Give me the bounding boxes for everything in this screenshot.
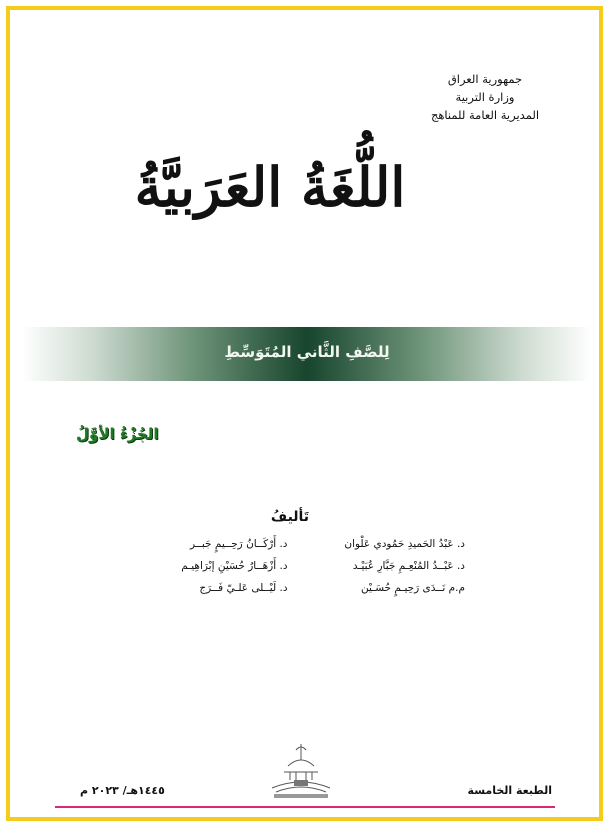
author-name: د. عَبْدُ الحَميدِ حَمُودي عَلْوان — [344, 538, 465, 550]
issuing-authority — [405, 70, 565, 124]
authors-heading: تَأليفُ — [270, 509, 310, 525]
author-name: م.م نَــدَى رَحِيـمٍ حُسَـيْن — [360, 582, 465, 594]
author-name: د. أَزْهَــارُ حُسَيْنِ إبْرَاهِيـم — [181, 560, 288, 572]
part-label: الجُزْءُ الأوَّلُ — [76, 425, 159, 443]
author-name: د. أَرْكَــانُ رَحِــيمٍ جَبــر — [189, 538, 288, 550]
ministry-emblem-icon — [266, 740, 336, 802]
ministry-name: وزارة التربية — [455, 90, 515, 104]
book-title: اللُّغَةُ العَرَبيَّةُ — [134, 155, 406, 219]
authors-list — [140, 538, 465, 594]
page-border — [6, 6, 603, 821]
grade-label: لِلصَّفِ الثَّاني المُتَوَسِّطِ — [224, 343, 390, 361]
edition-label: الطبعة الخامسة — [467, 784, 552, 797]
author-name: د. لَيْــلى عَلـيّ فَــرَج — [199, 582, 288, 594]
footer-divider — [55, 806, 555, 808]
author-name: د. عَبْــدُ المُنْعِـمِ جَبَّارِ عُبَيْـد — [352, 560, 465, 572]
publication-date: ١٤٤٥هـ/ ٢٠٢٣ م — [80, 784, 165, 797]
country-name: جمهورية العراق — [447, 72, 523, 86]
directorate-name: المديرية العامة للمناهج — [430, 108, 540, 122]
